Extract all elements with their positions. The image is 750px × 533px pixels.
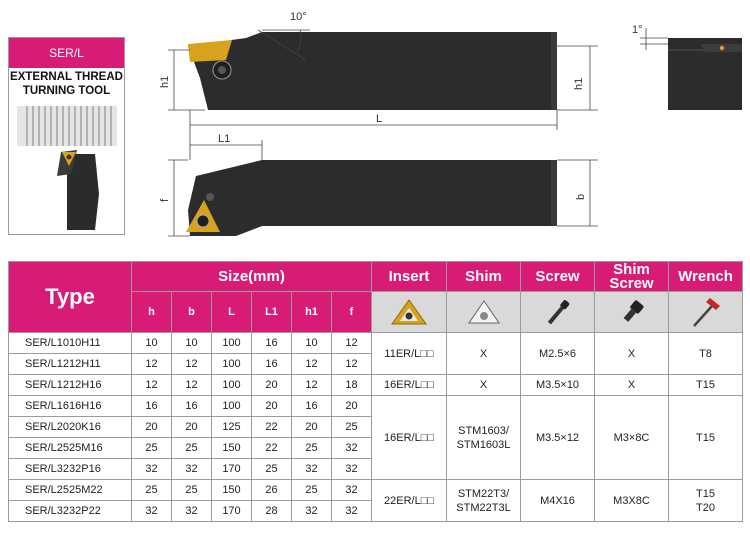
f-cell: 20 <box>332 396 372 417</box>
b-cell: 10 <box>172 333 212 354</box>
shim-screw-cell: X <box>595 333 669 375</box>
h1-cell: 25 <box>292 438 332 459</box>
tool-description-line2: TURNING TOOL <box>22 85 111 97</box>
h1-cell: 32 <box>292 459 332 480</box>
h-cell: 32 <box>132 501 172 522</box>
type-cell: SER/L2020K16 <box>9 417 132 438</box>
size-col-L1: L1 <box>252 292 292 333</box>
L1-cell: 25 <box>252 459 292 480</box>
b-cell: 25 <box>172 438 212 459</box>
holder-top-view <box>186 160 557 236</box>
type-cell: SER/L1616H16 <box>9 396 132 417</box>
type-cell: SER/L2525M22 <box>9 480 132 501</box>
size-col-b: b <box>172 292 212 333</box>
insert-cell: 16ER/L□□ <box>372 375 447 396</box>
screw-cell: M2.5×6 <box>521 333 595 375</box>
L-cell: 170 <box>212 459 252 480</box>
insert-cell: 16ER/L□□ <box>372 396 447 480</box>
dim-L1: L1 <box>218 133 231 145</box>
table-row <box>9 375 743 396</box>
type-header: Type <box>9 262 132 333</box>
holder-end-view <box>668 38 742 110</box>
h-cell: 32 <box>132 459 172 480</box>
wrench-header: Wrench <box>669 262 743 292</box>
wrench-cell: T15 <box>669 375 743 396</box>
b-cell: 32 <box>172 501 212 522</box>
shim-screw-cell: X <box>595 375 669 396</box>
f-cell: 12 <box>332 333 372 354</box>
h-cell: 10 <box>132 333 172 354</box>
shim-cell-line1: STM1603/ <box>458 424 509 437</box>
tool-description-line1: EXTERNAL THREAD <box>10 71 123 83</box>
h1-cell: 32 <box>292 501 332 522</box>
h1-cell: 12 <box>292 354 332 375</box>
L-cell: 100 <box>212 396 252 417</box>
L1-cell: 22 <box>252 438 292 459</box>
angle-10-label: 10° <box>290 11 307 23</box>
dim-b: b <box>575 193 587 200</box>
shim-icon <box>447 292 521 333</box>
shim-screw-icon <box>595 292 669 333</box>
shim-screw-header <box>595 262 669 292</box>
b-cell: 12 <box>172 375 212 396</box>
shim-screw-header-line1: Shim <box>613 260 650 278</box>
f-cell: 32 <box>332 459 372 480</box>
type-cell: SER/L3232P22 <box>9 501 132 522</box>
f-cell: 18 <box>332 375 372 396</box>
screw-cell: M3.5×10 <box>521 375 595 396</box>
shim-header: Shim <box>447 262 521 292</box>
L1-cell: 16 <box>252 354 292 375</box>
size-header: Size(mm) <box>132 262 372 292</box>
shim-cell-line2: STM22T3L <box>456 501 511 514</box>
insert-cell: 11ER/L□□ <box>372 333 447 375</box>
dim-L: L <box>376 113 383 125</box>
wrench-cell: T15 <box>669 396 743 480</box>
screw-header: Screw <box>521 262 595 292</box>
shim-cell <box>447 480 521 522</box>
b-cell: 12 <box>172 354 212 375</box>
L1-cell: 20 <box>252 396 292 417</box>
table-row <box>9 333 743 354</box>
insert-cell: 22ER/L□□ <box>372 480 447 522</box>
b-cell: 20 <box>172 417 212 438</box>
size-col-h: h <box>132 292 172 333</box>
size-col-f: f <box>332 292 372 333</box>
wrench-icon <box>669 292 743 333</box>
dim-h1-right: h1 <box>573 77 585 90</box>
h-cell: 12 <box>132 354 172 375</box>
L1-cell: 22 <box>252 417 292 438</box>
type-cell: SER/L1010H11 <box>9 333 132 354</box>
shim-screw-cell: M3×8C <box>595 396 669 480</box>
table-row <box>9 480 743 501</box>
table-row <box>9 396 743 417</box>
screw-icon <box>521 292 595 333</box>
wrench-cell-line1: T15 <box>696 487 715 500</box>
insert-icon <box>372 292 447 333</box>
shim-screw-cell: M3X8C <box>595 480 669 522</box>
type-cell: SER/L2525M16 <box>9 438 132 459</box>
wrench-cell-line2: T20 <box>696 501 715 514</box>
shim-cell-line1: STM22T3/ <box>457 487 510 500</box>
h-cell: 25 <box>132 480 172 501</box>
h-cell: 16 <box>132 396 172 417</box>
L-cell: 100 <box>212 333 252 354</box>
size-col-L: L <box>212 292 252 333</box>
shim-cell-line2: STM1603L <box>456 438 511 451</box>
f-cell: 32 <box>332 480 372 501</box>
L-cell: 150 <box>212 480 252 501</box>
screw-cell: M4X16 <box>521 480 595 522</box>
specification-table <box>8 261 742 517</box>
h-cell: 20 <box>132 417 172 438</box>
insert-header: Insert <box>372 262 447 292</box>
type-cell: SER/L1212H11 <box>9 354 132 375</box>
L1-cell: 26 <box>252 480 292 501</box>
f-cell: 32 <box>332 438 372 459</box>
shim-cell: X <box>447 375 521 396</box>
L1-cell: 20 <box>252 375 292 396</box>
L-cell: 100 <box>212 354 252 375</box>
shim-screw-header-line2: Screw <box>609 274 654 292</box>
shim-cell <box>447 396 521 480</box>
b-cell: 16 <box>172 396 212 417</box>
b-cell: 25 <box>172 480 212 501</box>
h1-cell: 25 <box>292 480 332 501</box>
size-col-h1: h1 <box>292 292 332 333</box>
b-cell: 32 <box>172 459 212 480</box>
tool-code-label: SER/L <box>9 38 124 68</box>
f-cell: 25 <box>332 417 372 438</box>
holder-side-view <box>188 32 557 110</box>
L-cell: 125 <box>212 417 252 438</box>
tool-technical-drawing <box>0 0 750 255</box>
wrench-cell <box>669 480 743 522</box>
L-cell: 170 <box>212 501 252 522</box>
h1-cell: 20 <box>292 417 332 438</box>
h1-cell: 12 <box>292 375 332 396</box>
angle-1-label: 1° <box>632 24 643 36</box>
h1-cell: 16 <box>292 396 332 417</box>
dim-f: f <box>159 198 171 202</box>
f-cell: 12 <box>332 354 372 375</box>
L1-cell: 28 <box>252 501 292 522</box>
L-cell: 150 <box>212 438 252 459</box>
h-cell: 12 <box>132 375 172 396</box>
screw-cell: M3.5×12 <box>521 396 595 480</box>
dim-h1-left: h1 <box>159 75 171 88</box>
f-cell: 32 <box>332 501 372 522</box>
type-cell: SER/L3232P16 <box>9 459 132 480</box>
shim-cell: X <box>447 333 521 375</box>
L-cell: 100 <box>212 375 252 396</box>
h-cell: 25 <box>132 438 172 459</box>
wrench-cell: T8 <box>669 333 743 375</box>
type-cell: SER/L1212H16 <box>9 375 132 396</box>
L1-cell: 16 <box>252 333 292 354</box>
h1-cell: 10 <box>292 333 332 354</box>
